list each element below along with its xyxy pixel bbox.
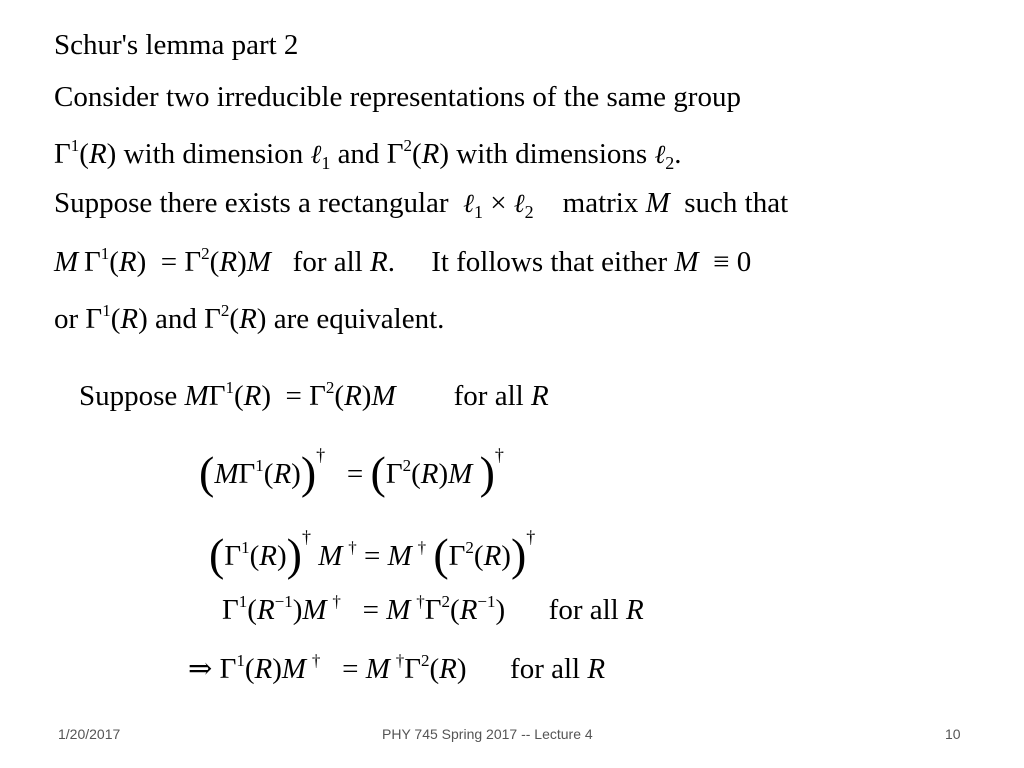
footer-date: 1/20/2017: [58, 726, 121, 742]
derivation-line-1: Suppose $M\Gamma^1(R) = \Gamma^2(R)M$ for all R: [79, 378, 549, 412]
footer-course: PHY 745 Spring 2017 -- Lecture 4: [382, 726, 593, 742]
derivation-line-2: $(M\Gamma^1(R))^\dagger = (\Gamma^2(R)M$ )†: [199, 445, 504, 498]
statement-line-2: $\Gamma^1(R)$ with dimension ℓ$_1$ and $\Gamma^2(R)$ with dimensions ℓ$_2$.: [54, 136, 682, 173]
statement-line-3: Suppose there exists a rectangular ℓ$_1$ × ℓ$_2$ matrix M such that: [54, 187, 789, 222]
statement-line-5: or $\Gamma^1(R)$ and $\Gamma^2(R)$ are equivalent.: [54, 301, 445, 335]
statement-line-4: M $\Gamma^1(R) = \Gamma^2(R)M$ for all R. It follows that either M ≡ 0: [54, 244, 752, 278]
derivation-line-4: $\Gamma^1(R^{-1})M$ † = M $^\dagger\Gamma^2(R^{-1})$ for all R: [222, 592, 644, 626]
footer-page-number: 10: [945, 726, 961, 742]
implies-symbol: ⇒: [188, 653, 213, 685]
derivation-line-3: $(\Gamma^1(R))^\dagger$ M † = M † $(\Gamma^2(R))^\dagger$: [209, 527, 536, 580]
slide-title: Schur's lemma part 2: [54, 29, 299, 61]
derivation-line-5: ⇒ $\Gamma^1(R)M$ † = M $^\dagger\Gamma^2(R)$ for all R: [188, 651, 606, 685]
statement-line-1: Consider two irreducible representations of the same group: [54, 81, 741, 113]
